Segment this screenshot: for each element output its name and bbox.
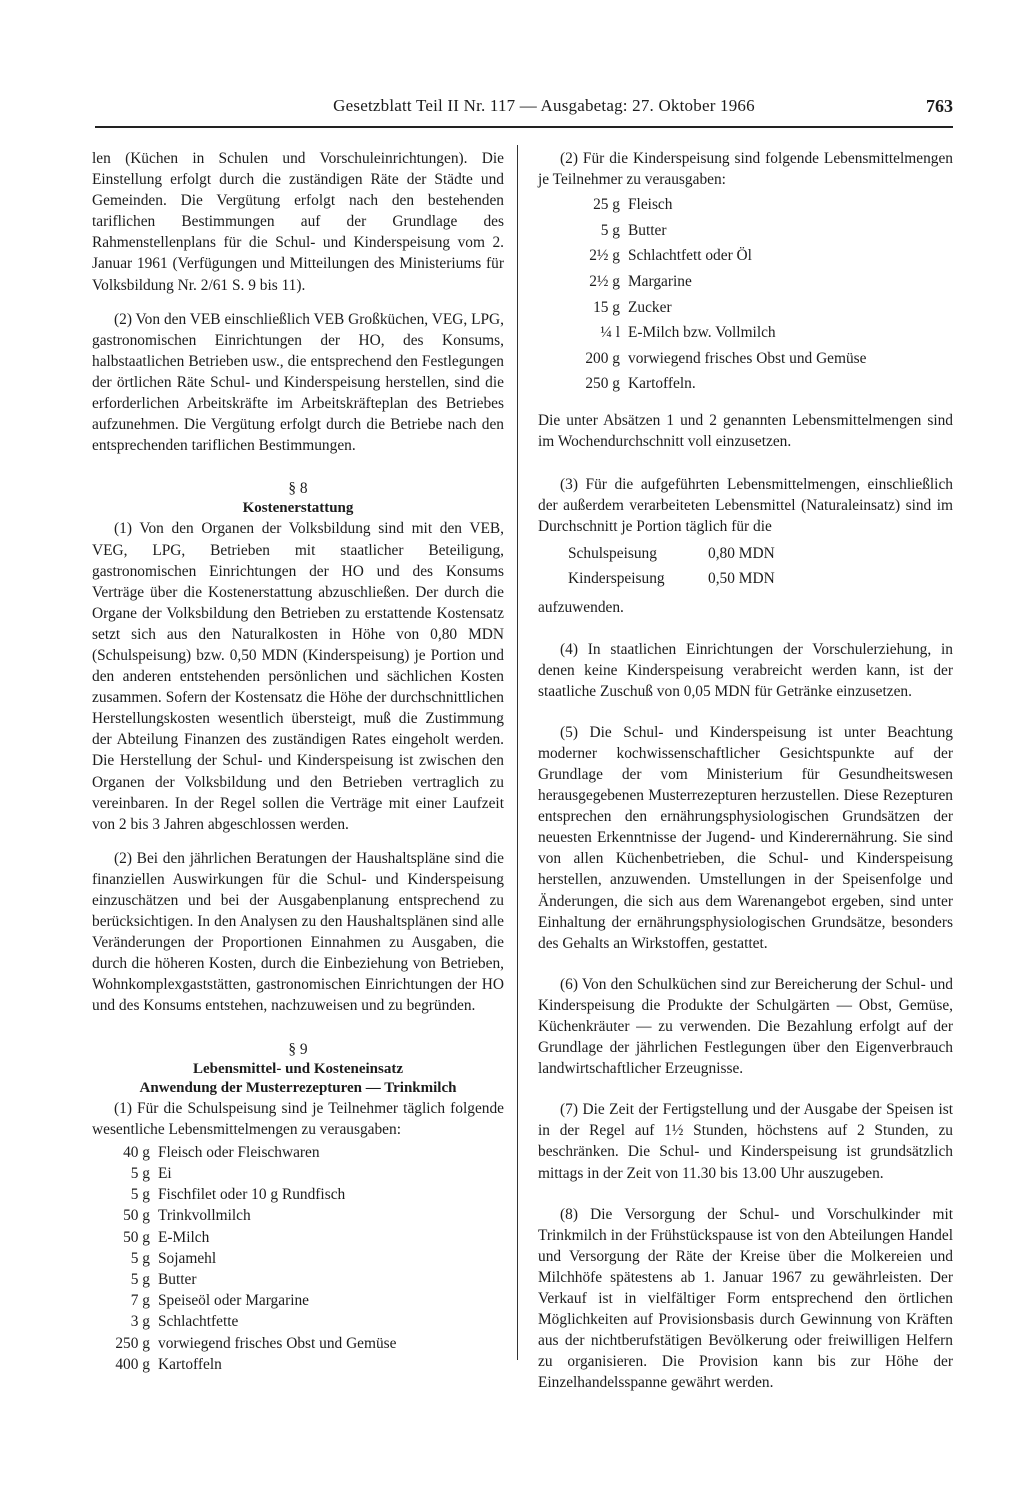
list-item: 50 g E-Milch <box>123 1228 210 1246</box>
section-9-title-line-2: Anwendung der Musterrezepturen — Trinkmilch <box>139 1079 457 1096</box>
list-item: 200 g vorwiegend frisches Obst und Gemüse <box>585 349 867 367</box>
paragraph-8-2: (2) Bei den jährlichen Beratungen der Haushaltspläne sind die finanziellen Auswirkungen für die Schul- und Kinderspeisung einzuschätzen und bei der Ausgabenplanung entsprechend zu berücksichtigen. In den Analysen zu den Haushaltsplänen sind alle Veränderungen der Proportionen Einnahmen zu Ausgaben, die durch die höheren Kosten, durch die Einbeziehung von Betrieben, Wohnkomplexgaststätten, gastronomischen Einrichtungen der HO und des Konsums entstehen, nachzuweisen und zu begründen. <box>92 849 504 1015</box>
paragraph-9-2-outro: Die unter Absätzen 1 und 2 genannten Lebensmittelmengen sind im Wochendurchschnitt voll einzusetzen. <box>538 411 953 451</box>
list-item: 250 g Kartoffeln. <box>585 375 696 393</box>
list-item: ¼ l E-Milch bzw. Vollmilch <box>600 324 776 342</box>
paragraph-9-4: (4) In staatlichen Einrichtungen der Vorschulerziehung, in denen keine Kinderspeisung verabreicht werden kann, ist der staatliche Zuschuß von 0,05 MDN für Getränke einzusetzen. <box>538 640 953 700</box>
paragraph-9-2-intro: (2) Für die Kinderspeisung sind folgende Lebensmittelmengen je Teilnehmer zu verausgaben: <box>538 150 953 189</box>
list-item: 25 g Fleisch <box>593 196 673 214</box>
header-title: Gesetzblatt Teil II Nr. 117 — Ausgabetag: 27. Oktober 1966 <box>333 96 755 115</box>
cost-table <box>568 541 775 591</box>
paragraph-9-7: (7) Die Zeit der Fertigstellung und der Ausgabe der Speisen ist in der Regel auf 1½ Stunden, höchstens auf 2 Stunden, zu beschränken. Die Schul- und Kinderspeisung ist grundsätzlich mittags in der Zeit von 11.30 bis 13.00 Uhr auszugeben. <box>538 1101 953 1182</box>
kindergarten-food-list <box>538 192 953 397</box>
table-row: Schulspeisung 0,80 MDN <box>568 545 775 563</box>
column-divider <box>517 145 518 1360</box>
list-item: 250 g vorwiegend frisches Obst und Gemüse <box>115 1334 397 1352</box>
list-item: 5 g Butter <box>130 1271 197 1289</box>
list-item: 15 g Zucker <box>593 298 672 316</box>
list-item: 2½ g Schlachtfett oder Öl <box>589 247 752 265</box>
list-item: 40 g Fleisch oder Fleischwaren <box>123 1143 320 1161</box>
table-row: Kinderspeisung 0,50 MDN <box>568 570 775 588</box>
list-item: 5 g Fischfilet oder 10 g Rundfisch <box>130 1186 346 1204</box>
paragraph-continuation: len (Küchen in Schulen und Vorschuleinrichtungen). Die Einstellung erfolgt durch die zuständigen Räte der Städte und Gemeinden. Die Vergütung erfolgt nach den bestehenden tariflichen Bestimmungen auf der Grundlage des Rahmenstellenplans für die Schul- und Kinderspeisung vom 2. Januar 1961 (Verfügungen und Mitteilungen des Ministeriums für Volksbildung Nr. 2/61 S. 9 bis 11). <box>92 150 504 294</box>
list-item: 3 g Schlachtfette <box>130 1313 239 1331</box>
section-8-number: § 8 <box>288 480 308 498</box>
section-8-title: Kostenerstattung <box>242 500 354 517</box>
school-food-list <box>92 1142 504 1375</box>
page-number: 763 <box>926 96 953 116</box>
section-9-title-line-1: Lebensmittel- und Kosteneinsatz <box>193 1060 403 1077</box>
left-column <box>92 148 504 1375</box>
list-item: 5 g Butter <box>600 221 667 239</box>
page-header <box>95 94 953 128</box>
list-item: 50 g Trinkvollmilch <box>123 1207 251 1225</box>
right-column <box>538 148 953 1394</box>
paragraph-8-1: (1) Von den Organen der Volksbildung sind mit den VEB, VEG, LPG, Betrieben mit staatlicher Beteiligung, gastronomischen Einrichtungen der HO und des Konsums Verträge über die Kostenerstattung abzuschließen. Der durch die Organe der Volksbildung den Betrieben zu erstattende Kostensatz setzt sich aus den Naturalkosten in Höhe von 0,80 MDN (Schulspeisung) bzw. 0,50 MDN (Kinderspeisung) je Portion und den anderen entstehenden persönlichen und sächlichen Kosten zusammen. Sofern der Kostensatz die Höhe der durchschnittlichen Herstellungskosten wesentlich übersteigt, muß die Zustimmung der Abteilung Finanzen des zuständigen Rates eingeholt werden. Die Herstellung der Schul- und Kinderspeisung ist zwischen den Organen der Volksbildung und den Betrieben vertraglich zu vereinbaren. In der Regel sollen die Verträge mit einer Laufzeit von 2 bis 3 Jahren abgeschlossen werden. <box>92 520 504 833</box>
paragraph-9-3: (3) Für die aufgeführten Lebensmittelmengen, einschließlich der außerdem verarbeiteten Lebensmittel (Naturaleinsatz) sind im Durchschnitt je Portion täglich für die <box>538 476 953 536</box>
section-9-number: § 9 <box>288 1040 308 1058</box>
list-item: 400 g Kartoffeln <box>115 1355 222 1373</box>
paragraph-9-3-end: aufzuwenden. <box>538 599 624 617</box>
paragraph-9-5: (5) Die Schul- und Kinderspeisung ist unter Beachtung moderner kochwissenschaftlicher Gesichtspunkte auf der Grundlage der vom Ministerium für Gesundheitswesen herausgegebenen Musterrezepturen herzustellen. Diese Rezepturen entsprechen den ernährungsphysiologischen Grundsätzen der neuesten Erkenntnisse der Jugend- und Kinderernährung. Sie sind von allen Küchenbetrieben, die Schul- und Kinderspeisung herstellen, anzuwenden. Umstellungen in der Speisenfolge und Änderungen, die sich aus dem Warenangebot ergeben, sind unter Einhaltung der ernährungsphysiologischen Grundsätze, besonders des Gehalts an Wirkstoffen, gestattet. <box>538 723 953 952</box>
paragraph-9-8: (8) Die Versorgung der Schul- und Vorschulkinder mit Trinkmilch in der Frühstückspause ist von den Abteilungen Handel und Versorgung der Räte der Kreise über die Molkereien und Milchhöfe spätestens ab 1. Januar 1967 zu gewährleisten. Der Verkauf ist in vielfältiger Form entsprechend den örtlichen Möglichkeiten auf Provisionsbasis durch Gewinnung von Kräften aus der nichtberufstätigen Bevölkerung oder freiwilligen Helfern zu organisieren. Die Provision kann bis zur Höhe der Einzelhandelsspanne gewährt werden. <box>538 1205 953 1392</box>
paragraph-7-2: (2) Von den VEB einschließlich VEB Großküchen, VEG, LPG, gastronomischen Einrichtungen der HO, des Konsums, halbstaatlichen Betrieben usw., die entsprechend den Festlegungen der örtlichen Räte Schul- und Kinderspeisung herstellen, sind die erforderlichen Arbeitskräfte im Arbeitskräfteplan des Betriebes aufzunehmen. Die Vergütung erfolgt durch die Betriebe nach den entsprechenden tariflichen Bestimmungen. <box>92 310 504 455</box>
list-item: 7 g Speiseöl oder Margarine <box>130 1292 310 1310</box>
list-item: 5 g Sojamehl <box>130 1249 217 1267</box>
paragraph-9-1: (1) Für die Schulspeisung sind je Teilnehmer täglich folgende wesentliche Lebensmittelmengen zu verausgaben: <box>92 1099 504 1138</box>
paragraph-9-6: (6) Von den Schulküchen sind zur Bereicherung der Schul- und Kinderspeisung die Produkte der Schulgärten — Obst, Gemüse, Küchenkräuter — zu verwenden. Die Bezahlung erfolgt auf der Grundlage der jährlichen Festlegungen über den Eigenverbrauch landwirtschaftlicher Erzeugnisse. <box>538 975 953 1078</box>
list-item: 5 g Ei <box>130 1165 172 1183</box>
list-item: 2½ g Margarine <box>589 272 692 290</box>
